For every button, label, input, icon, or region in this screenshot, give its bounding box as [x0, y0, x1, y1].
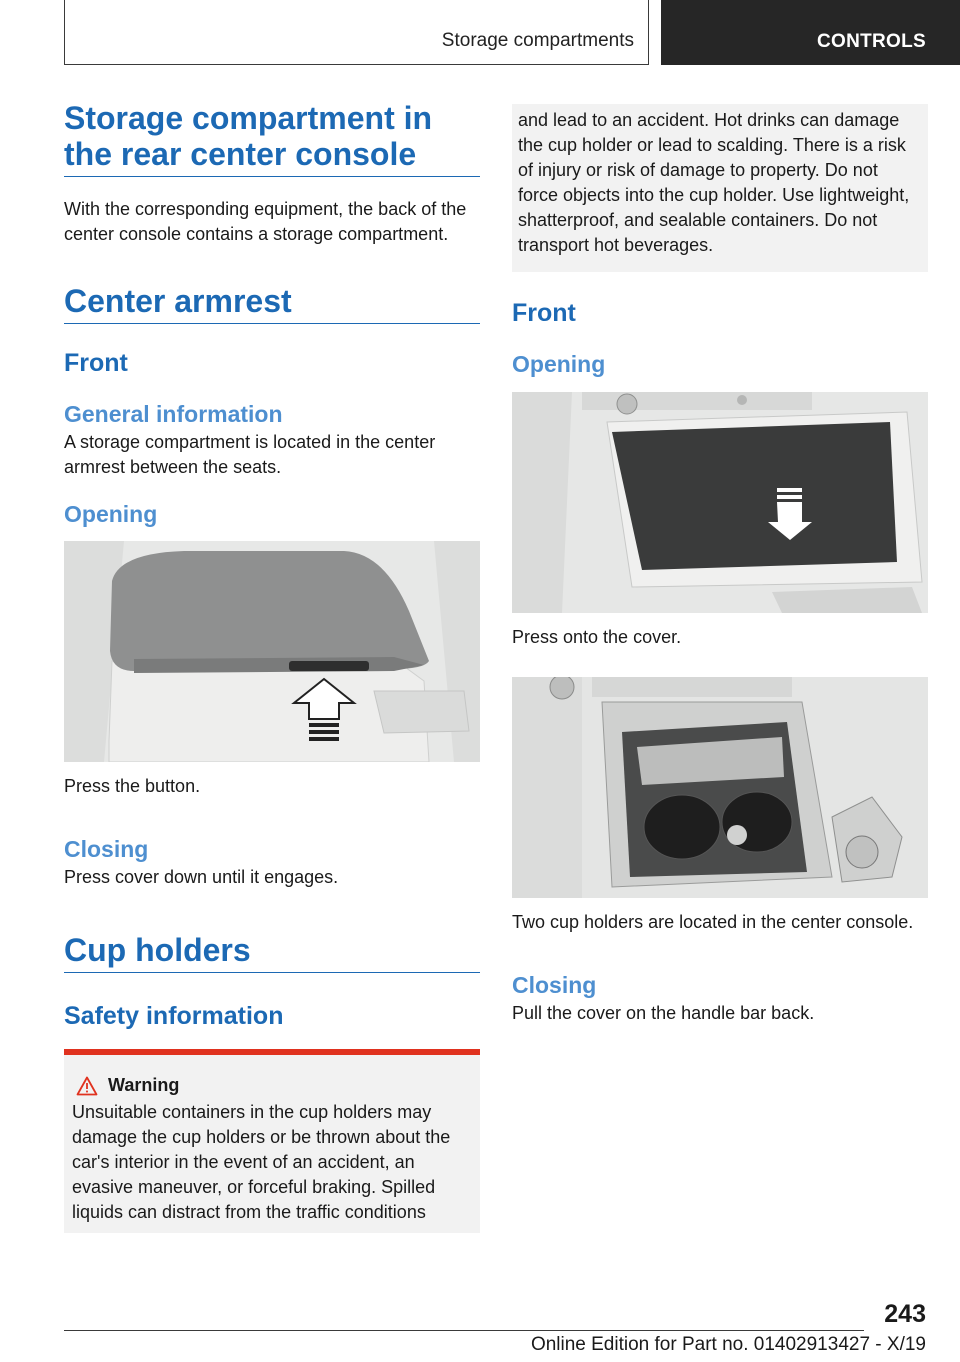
heading-general-information: General information — [64, 401, 283, 427]
heading-armrest-closing: Closing — [64, 836, 149, 862]
warning-title: Warning — [108, 1075, 180, 1095]
paragraph-cup-closing: Pull the cover on the handle bar back. — [512, 1003, 815, 1023]
paragraph-rear-storage: With the corresponding equipment, the back of the center console contains a storage compartment. — [64, 199, 467, 244]
heading-cup-opening: Opening — [512, 351, 606, 377]
image-cup-cover — [512, 392, 928, 613]
image-cup-holders — [512, 677, 928, 898]
footer-divider — [64, 1330, 864, 1331]
warning-text-part2: and lead to an accident. Hot drinks can damage the cup holder or lead to scalding. There is a risk of injury or risk of damage to property. Do not force objects into the cup holder. Use lightweight, shatterproof, and sealable containers. Do not transport hot beverages. — [518, 110, 910, 255]
heading-cup-holders: Cup holders — [64, 932, 480, 973]
warning-box-continued — [512, 104, 928, 272]
caption-press-cover: Press onto the cover. — [512, 627, 682, 647]
header-section-title: Storage compartments — [441, 30, 634, 51]
cup-cover-illustration — [512, 392, 928, 613]
cup-holders-illustration — [512, 677, 928, 898]
page-number: 243 — [884, 1300, 926, 1328]
heading-rear-storage: Storage compartment in the rear center console — [64, 100, 480, 177]
heading-cup-closing: Closing — [512, 972, 597, 998]
caption-two-cup-holders: Two cup holders are located in the center console. — [512, 912, 914, 932]
heading-armrest-opening: Opening — [64, 501, 158, 527]
warning-text-part1: Unsuitable containers in the cup holders may damage the cup holders or be thrown about the car's interior in the event of an accident, an evasive maneuver, or forceful braking. Spilled liquids can distract from the traffic conditions — [72, 1102, 451, 1222]
paragraph-armrest-closing: Press cover down until it engages. — [64, 867, 339, 887]
warning-header — [76, 1075, 472, 1096]
right-column — [512, 104, 928, 1026]
paragraph-general-information: A storage compartment is located in the center armrest between the seats. — [64, 432, 436, 477]
warning-triangle-icon — [76, 1076, 98, 1096]
heading-armrest-front: Front — [64, 349, 128, 377]
header-chapter-tab — [661, 0, 960, 65]
header-chapter-title: CONTROLS — [816, 31, 926, 52]
image-armrest-button — [64, 541, 480, 762]
left-column — [64, 100, 480, 1233]
heading-cup-front: Front — [512, 299, 576, 327]
armrest-illustration — [64, 541, 480, 762]
heading-center-armrest: Center armrest — [64, 283, 480, 324]
header-section-tab — [64, 0, 649, 65]
heading-safety-information: Safety information — [64, 1002, 284, 1030]
warning-box — [64, 1049, 480, 1233]
caption-press-button: Press the button. — [64, 776, 201, 796]
footer-edition: Online Edition for Part no. 01402913427 - X/19 — [530, 1334, 926, 1355]
